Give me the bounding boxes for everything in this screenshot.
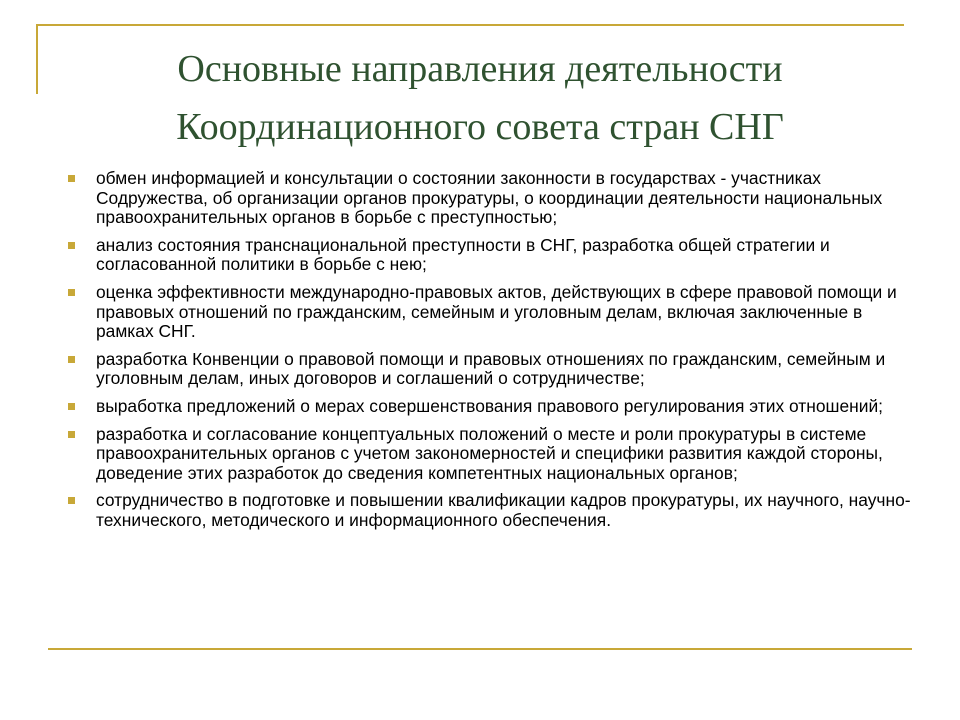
slide-title-line-2: Координационного совета стран СНГ <box>176 106 784 148</box>
bullet-text: анализ состояния транснациональной преступности в СНГ, разработка общей стратегии и согласованной политики в борьбе с нею; <box>96 234 830 275</box>
bullet-text: разработка и согласование концептуальных положений о месте и роли прокуратуры в системе правоохранительных органов с учетом закономерностей и специфики развития каждой стороны, доведение этих разработок до сведения компетентных национальных органов; <box>96 423 883 483</box>
bullet-text: сотрудничество в подготовке и повышении квалификации кадров прокуратуры, их научного, научно-технического, методического и информационного обеспечения. <box>96 490 911 530</box>
square-bullet-icon <box>68 175 75 182</box>
square-bullet-icon <box>68 242 75 249</box>
slide-title <box>60 40 900 156</box>
square-bullet-icon <box>68 431 75 438</box>
bullet-item-7 <box>68 491 913 530</box>
bottom-divider-line <box>48 648 912 650</box>
bullet-item-2 <box>68 236 913 275</box>
square-bullet-icon <box>68 497 75 504</box>
bullet-item-3 <box>68 283 913 342</box>
square-bullet-icon <box>68 356 75 363</box>
bullet-list <box>68 169 913 539</box>
bullet-item-4 <box>68 350 913 389</box>
top-frame-horizontal-line <box>36 24 904 26</box>
bullet-text: выработка предложений о мерах совершенствования правового регулирования этих отношений; <box>96 395 884 416</box>
bullet-text: обмен информацией и консультации о состоянии законности в государствах - участниках Содружества, об организации органов прокуратуры, о координации деятельности национальных правоохранительных органов в борьбе с преступностью; <box>96 168 883 228</box>
bullet-item-6 <box>68 425 913 484</box>
square-bullet-icon <box>68 403 75 410</box>
bullet-item-1 <box>68 169 913 228</box>
top-frame-vertical-line <box>36 24 38 94</box>
bullet-item-5 <box>68 397 913 417</box>
slide-title-line-1: Основные направления деятельности <box>177 48 783 90</box>
bullet-text: разработка Конвенции о правовой помощи и правовых отношениях по гражданским, семейным и уголовным делам, иных договоров и соглашений о сотрудничестве; <box>96 348 886 389</box>
square-bullet-icon <box>68 289 75 296</box>
bullet-text: оценка эффективности международно-правовых актов, действующих в сфере правовой помощи и правовых отношений по гражданским, семейным и уголовным делам, включая заключенные в рамках СНГ. <box>96 281 897 342</box>
